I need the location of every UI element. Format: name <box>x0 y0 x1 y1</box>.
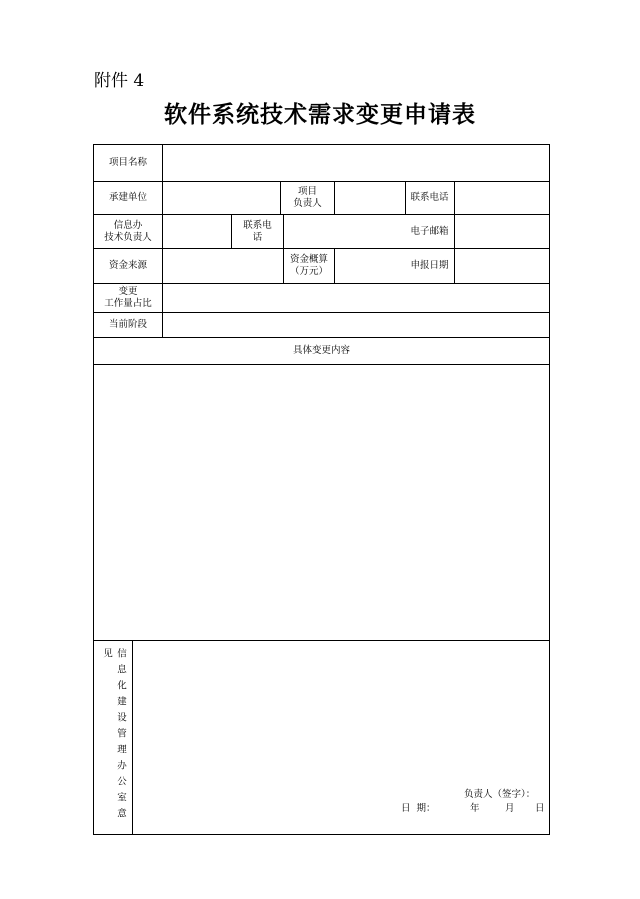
project-leader-field[interactable] <box>335 182 405 214</box>
change-workload-field[interactable] <box>163 284 549 312</box>
fund-estimate-label: 资金概算 （万元） <box>289 254 328 277</box>
form-title: 软件系统技术需求变更申请表 <box>164 101 476 128</box>
apply-date-label: 申报日期 <box>410 260 449 271</box>
info-office-tech-leader-field[interactable] <box>163 215 231 248</box>
project-leader-label: 项目 负责人 <box>293 186 322 209</box>
attachment-label: 附件 4 <box>94 71 145 91</box>
email-field[interactable] <box>455 215 549 248</box>
fund-source-field[interactable] <box>163 249 283 283</box>
opinion-label: 信息化建设管理办公室意见 <box>101 648 126 824</box>
apply-date-field[interactable] <box>455 249 549 283</box>
month-label: 月 <box>505 803 515 814</box>
project-name-field[interactable] <box>163 145 549 181</box>
fund-source-label: 资金来源 <box>108 260 147 271</box>
contact-phone-label-2: 联系电 话 <box>243 219 272 243</box>
email-label: 电子邮箱 <box>410 225 449 237</box>
current-stage-field[interactable] <box>163 313 549 337</box>
year-label: 年 <box>470 803 480 814</box>
project-name-label: 项目名称 <box>108 157 147 168</box>
contact-phone-label: 联系电话 <box>410 192 449 203</box>
contact-phone-field[interactable] <box>455 182 549 214</box>
fund-estimate-field[interactable] <box>335 249 405 283</box>
undertaking-unit-label: 承建单位 <box>108 192 147 203</box>
change-request-form <box>93 144 550 835</box>
info-office-tech-leader-label: 信息办 技术负责人 <box>104 219 152 243</box>
contact-phone-field-2[interactable] <box>284 215 405 248</box>
day-label: 日 <box>535 803 545 814</box>
signer-label: 负责人（签字）： <box>464 789 536 800</box>
change-workload-label: 变更 工作量占比 <box>104 286 152 309</box>
undertaking-unit-field[interactable] <box>163 182 280 214</box>
current-stage-label: 当前阶段 <box>108 319 147 330</box>
opinion-field[interactable] <box>133 641 549 781</box>
change-content-header: 具体变更内容 <box>292 345 350 356</box>
change-content-area[interactable] <box>94 365 549 640</box>
date-label: 日 期： <box>401 803 436 814</box>
